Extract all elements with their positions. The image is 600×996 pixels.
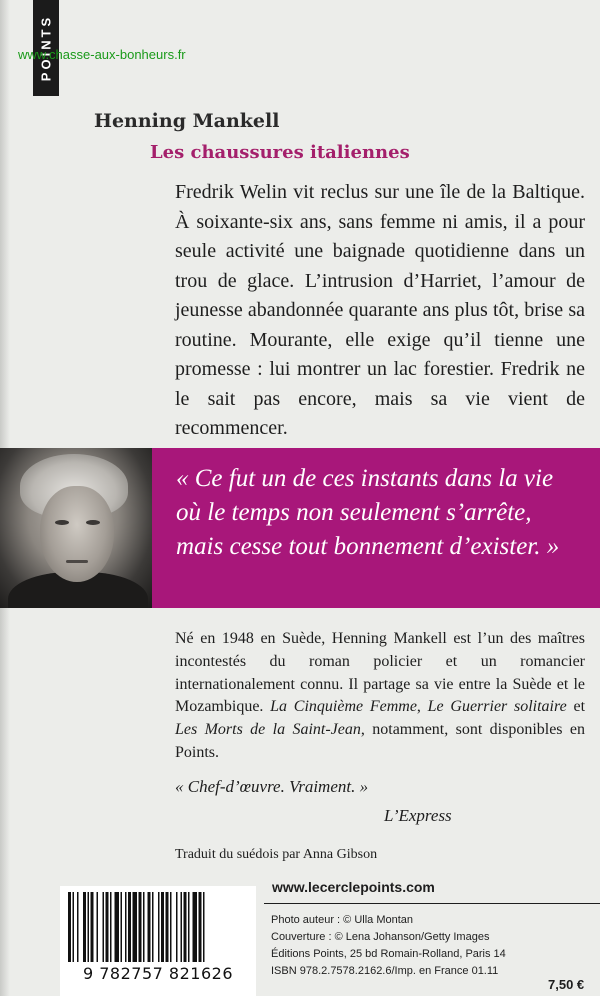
- website-link[interactable]: www.lecerclepoints.com: [272, 879, 435, 895]
- press-quote: « Chef-d’œuvre. Vraiment. »: [175, 777, 369, 796]
- credit-isbn: ISBN 978.2.7578.2162.6/Imp. en France 01.11: [271, 965, 499, 977]
- bio-book-3: Les Morts de la Saint-Jean: [175, 721, 361, 739]
- barcode: [60, 886, 256, 996]
- photo-mouth: [66, 560, 88, 563]
- photo-eye-left: [55, 520, 69, 525]
- author-name: Henning Mankell: [94, 110, 280, 132]
- press-source: L’Express: [384, 806, 452, 825]
- photo-face: [40, 486, 114, 582]
- credits-block: [271, 912, 506, 980]
- book-title: Les chaussures italiennes: [150, 142, 410, 163]
- credit-photo: Photo auteur : © Ulla Montan: [271, 914, 414, 926]
- logo-text: POINTS: [38, 14, 54, 82]
- barcode-digits: 9 782757 821626: [82, 964, 233, 983]
- photo-eye-right: [86, 520, 100, 525]
- author-photo: [0, 448, 152, 608]
- translator-credit: Traduit du suédois par Anna Gibson: [175, 847, 378, 862]
- bio-book-2: Le Guerrier solitaire: [427, 698, 567, 716]
- divider-line: [264, 903, 600, 904]
- barcode-bars: [68, 892, 248, 962]
- bio-text-1: Né en 1948 en Suède, Henning Mankell est l’un des maîtres incontestés du roman policier et un romancier internationalement connu. Il partage sa vie entre la Suède et le Mozambique.: [175, 630, 585, 716]
- credit-cover: Couverture : © Lena Johanson/Getty Images: [271, 931, 490, 943]
- price: 7,50 €: [548, 977, 585, 992]
- summary-text: Fredrik Welin vit reclus sur une île de la Baltique. À soixante-six ans, sans femme ni amis, il a pour seule activité une baignade quotidienne dans un trou de glace. L’intrusion d’Harriet, l’amour de jeunesse abandonnée quarante ans plus tôt, brise sa routine. Mourante, elle exige qu’il tienne une promesse : lui montrer un lac forestier. Fredrik ne le sait pas encore, mais sa vie vient de recommencer.: [175, 181, 585, 439]
- credit-publisher: Éditions Points, 25 bd Romain-Rolland, Paris 14: [271, 948, 506, 960]
- bio-sep-1: ,: [416, 698, 428, 716]
- author-bio: [175, 628, 585, 765]
- watermark: www.chasse-aux-bonheurs.fr: [18, 47, 186, 62]
- bio-text-2: , notamment, sont disponibles en Points.: [175, 721, 585, 761]
- bio-sep-2: et: [566, 698, 586, 716]
- pull-quote: « Ce fut un de ces instants dans la vie où le temps non seulement s’arrête, mais cesse tout bonnement d’exister. »: [176, 465, 560, 560]
- bio-book-1: La Cinquième Femme: [270, 698, 417, 716]
